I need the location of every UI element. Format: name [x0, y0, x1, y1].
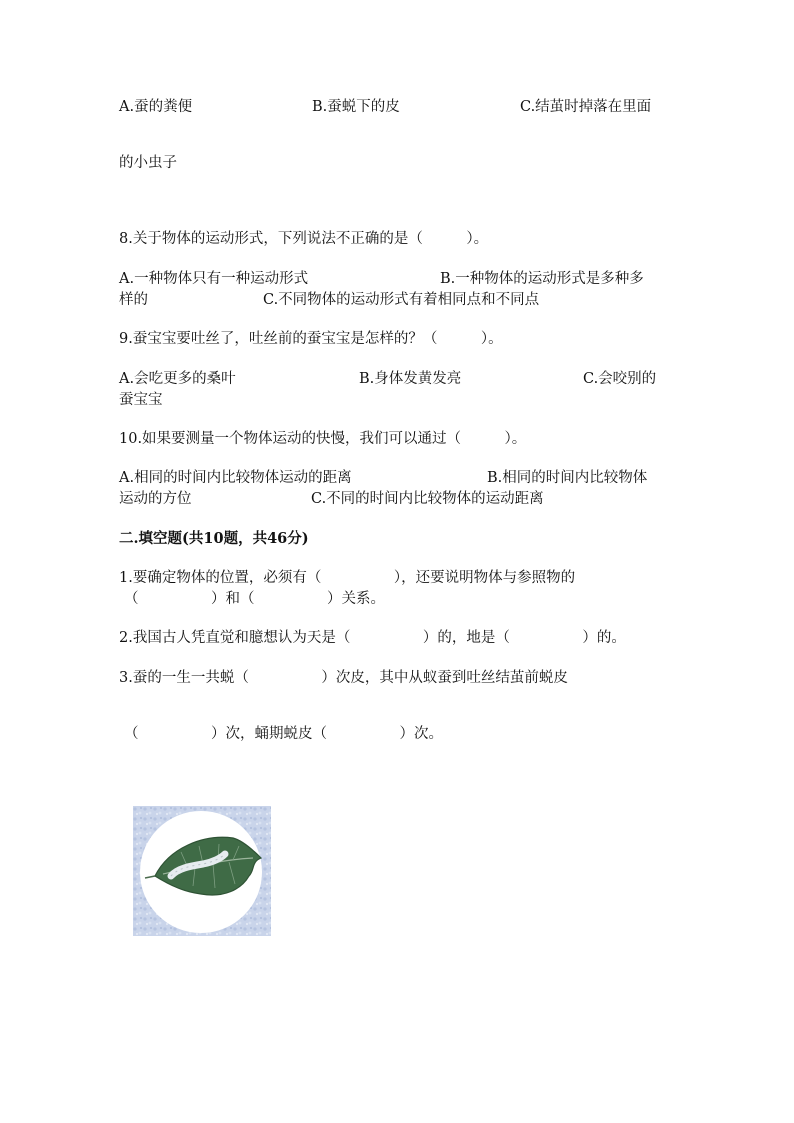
- q7-option-b: B.蚕蜕下的皮: [312, 99, 400, 115]
- q7-option-a: A.蚕的粪便: [119, 99, 193, 115]
- fill1-line2: （ ）和（ ）关系。: [124, 591, 385, 607]
- q9-stem: 9.蚕宝宝要吐丝了，吐丝前的蚕宝宝是怎样的？（ ）。: [119, 331, 503, 347]
- silkworm-leaf-illustration: [133, 806, 271, 936]
- q7-option-c-continued: 的小虫子: [119, 155, 177, 171]
- q8-option-c: C.不同物体的运动形式有着相同点和不同点: [263, 292, 540, 308]
- fill3-line1: 3.蚕的一生一共蜕（ ）次皮，其中从蚁蚕到吐丝结茧前蜕皮: [119, 670, 568, 686]
- fill2-line1: 2.我国古人凭直觉和臆想认为天是（ ）的，地是（ ）的。: [119, 630, 626, 646]
- q8-stem: 8.关于物体的运动形式，下列说法不正确的是（ ）。: [119, 231, 489, 247]
- q8-option-b-continued: 样的: [119, 292, 148, 308]
- q9-option-c: C.会咬别的: [583, 371, 657, 387]
- q8-option-a: A.一种物体只有一种运动形式: [119, 271, 309, 287]
- q10-option-a: A.相同的时间内比较物体运动的距离: [119, 470, 352, 486]
- q9-option-a: A.会吃更多的桑叶: [119, 371, 236, 387]
- section-heading-fill-in: 二.填空题(共10题，共46分): [119, 530, 309, 547]
- fill3-line2: （ ）次，蛹期蜕皮（ ）次。: [124, 726, 443, 742]
- q7-option-c: C.结茧时掉落在里面: [520, 99, 652, 115]
- q10-stem: 10.如果要测量一个物体运动的快慢，我们可以通过（ ）。: [119, 431, 527, 447]
- silkworm-leaf-image: [133, 806, 271, 936]
- q10-option-b-continued: 运动的方位: [119, 491, 192, 507]
- q9-option-b: B.身体发黄发亮: [359, 371, 462, 387]
- q10-option-c: C.不同的时间内比较物体的运动距离: [311, 491, 544, 507]
- fill1-line1: 1.要确定物体的位置，必须有（ ），还要说明物体与参照物的: [119, 570, 576, 586]
- q9-option-c-continued: 蚕宝宝: [119, 392, 163, 408]
- q8-option-b: B.一种物体的运动形式是多种多: [440, 271, 644, 287]
- q10-option-b: B.相同的时间内比较物体: [487, 470, 648, 486]
